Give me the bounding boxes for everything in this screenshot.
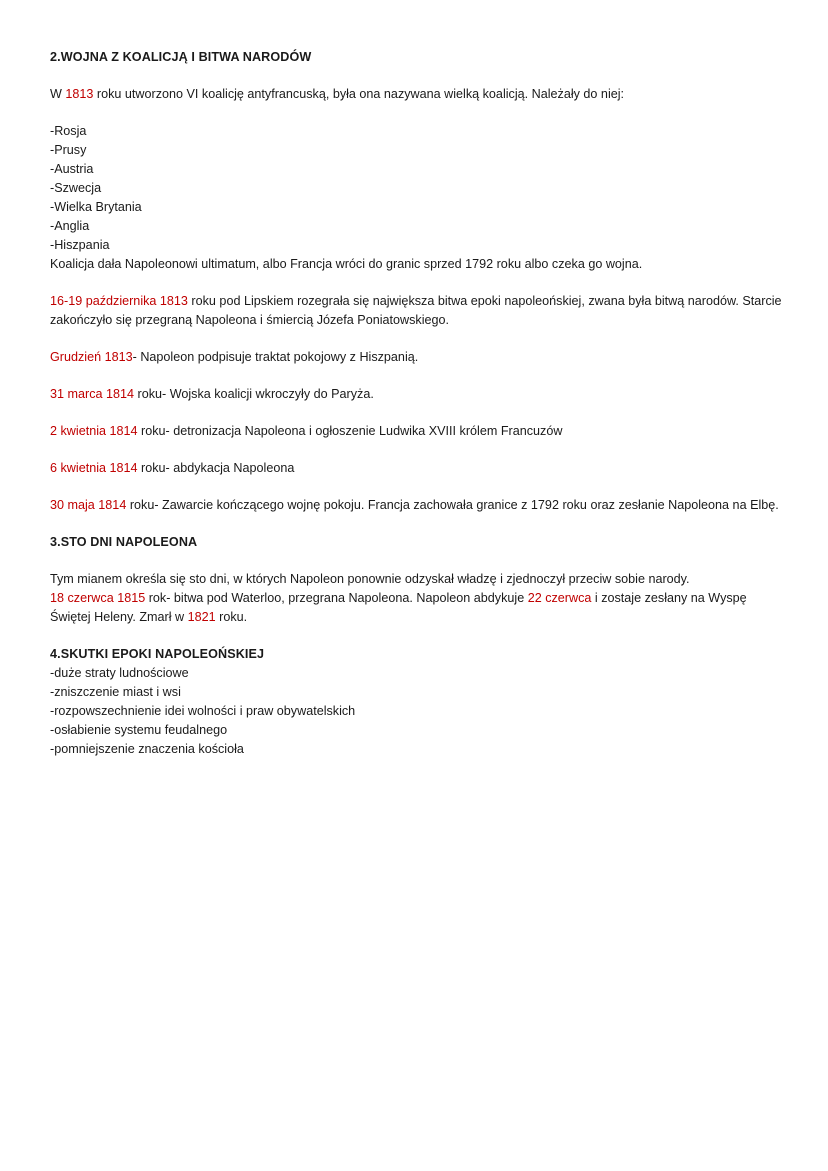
event-paragraph: 2 kwietnia 1814 roku- detronizacja Napoleona i ogłoszenie Ludwika XVIII królem Francuzów [50,424,563,438]
section-3-paragraph: Tym mianem określa się sto dni, w których Napoleon ponownie odzyskał władzę i zjednoczył przeciw sobie narody. 18 czerwca 1815 rok- bitwa pod Waterloo, przegrana Napoleona. Napoleon abdykuje 22 czerwca i zostaje zesłany na Wyspę Świętej Heleny. Zmarł w 1821 roku. [50,572,747,624]
effects-list [50,664,790,759]
list-item: -duże straty ludnościowe [50,666,189,680]
event-date: 1821 [187,610,216,624]
event-paragraph: 31 marca 1814 roku- Wojska koalicji wkroczyły do Paryża. [50,387,374,401]
event-date: 6 kwietnia 1814 [50,461,138,475]
list-item: -zniszczenie miast i wsi [50,685,181,699]
event-date: 30 maja 1814 [50,498,127,512]
list-item: -Austria [50,162,94,176]
coalition-members-list [50,122,790,255]
event-paragraph: 6 kwietnia 1814 roku- abdykacja Napoleona [50,461,295,475]
event-date: 22 czerwca [527,591,592,605]
document-page [50,48,790,759]
list-item: -osłabienie systemu feudalnego [50,723,228,737]
event-paragraph: 16-19 października 1813 roku pod Lipskiem rozegrała się największa bitwa epoki napoleońskiej, zwana była bitwą narodów. Starcie zakończyło się przegraną Napoleona i śmiercią Józefa Poniatowskiego. [50,294,782,327]
list-item: -rozpowszechnienie idei wolności i praw obywatelskich [50,704,356,718]
section-3-heading: 3.STO DNI NAPOLEONA [50,535,198,549]
event-date: 31 marca 1814 [50,387,135,401]
event-paragraph: Grudzień 1813- Napoleon podpisuje traktat pokojowy z Hiszpanią. [50,350,419,364]
section-4-heading: 4.SKUTKI EPOKI NAPOLEOŃSKIEJ [50,647,265,661]
ultimatum-paragraph: Koalicja dała Napoleonowi ultimatum, albo Francja wróci do granic sprzed 1792 roku albo czeka go wojna. [50,257,643,271]
event-date: 16-19 października 1813 [50,294,188,308]
list-item: -Prusy [50,143,87,157]
section-2-intro: W 1813 roku utworzono VI koalicję antyfrancuską, była ona nazywana wielką koalicją. Należały do niej: [50,87,625,101]
event-paragraph: 30 maja 1814 roku- Zawarcie kończącego wojnę pokoju. Francja zachowała granice z 1792 roku oraz zesłanie Napoleona na Elbę. [50,498,779,512]
section-2-heading: 2.WOJNA Z KOALICJĄ I BITWA NARODÓW [50,50,312,64]
list-item: -Wielka Brytania [50,200,142,214]
event-date: Grudzień 1813 [50,350,133,364]
list-item: -pomniejszenie znaczenia kościoła [50,742,244,756]
list-item: -Rosja [50,124,87,138]
list-item: -Szwecja [50,181,102,195]
list-item: -Hiszpania [50,238,110,252]
intro-year: 1813 [65,87,94,101]
list-item: -Anglia [50,219,90,233]
event-date: 2 kwietnia 1814 [50,424,138,438]
event-date: 18 czerwca 1815 [50,591,146,605]
